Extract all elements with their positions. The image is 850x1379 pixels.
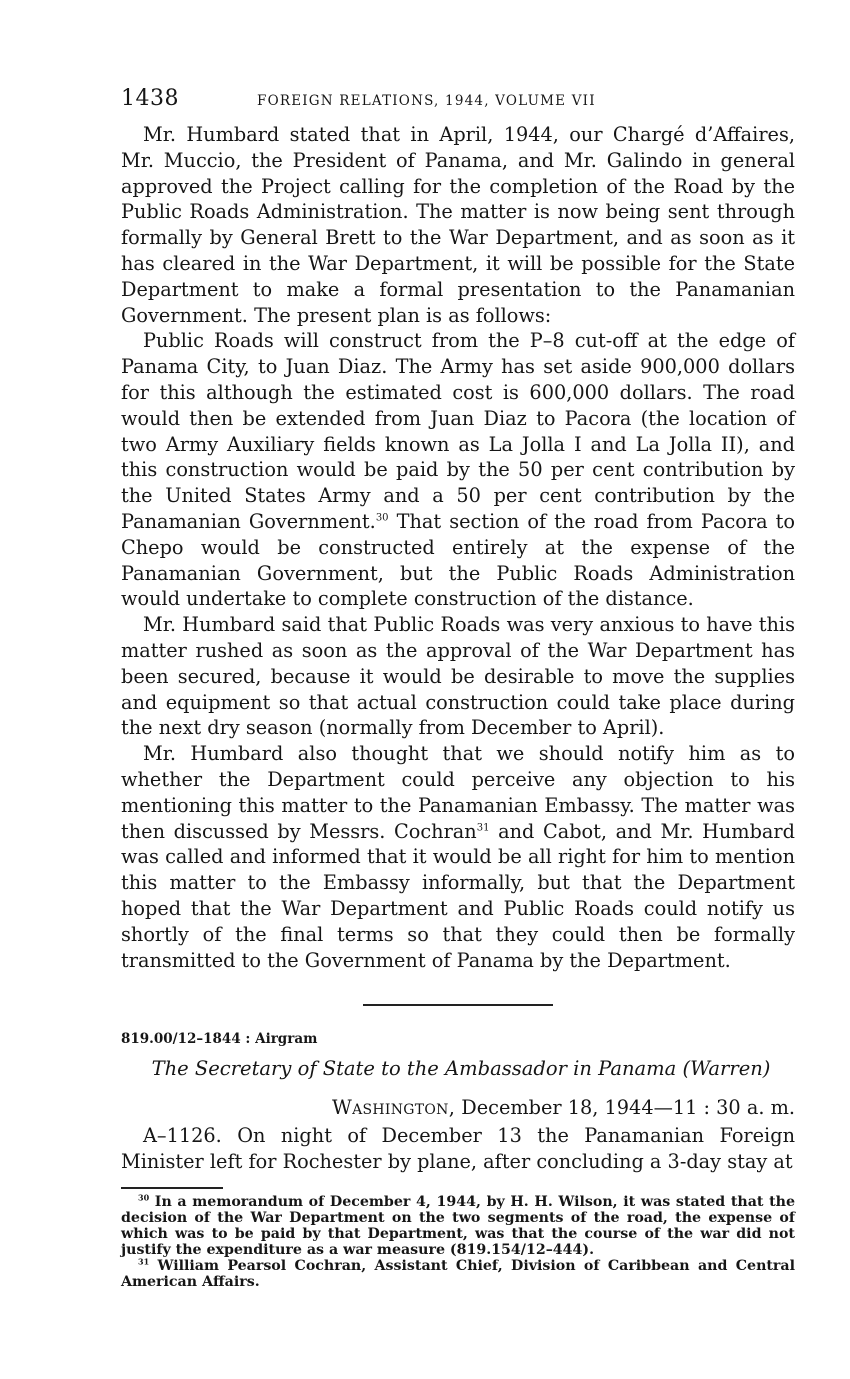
paragraph: Mr. Humbard said that Public Roads was very anxious to have this matter rushed as soon as the approval of the War Department has been secured, because it would be desirable to move the supplies and equipment so that actual construction could take place during the next dry season (normally from December to April). — [121, 613, 795, 740]
memorandum-body — [121, 122, 795, 973]
dateline-city: Washington, — [331, 1096, 456, 1120]
footnote-divider — [121, 1187, 223, 1189]
paragraph-text: and Cabot, and Mr. Humbard was called and informed that it would be all right for him to mention this matter to the Embassy informally, but that the Department hoped that the War Department and Public Roads could notify us shortly of the final terms so that they could then be formally transmitted to the Government of Panama by the Department. — [121, 819, 795, 972]
dateline-date: December 18, 1944—11 : 30 a. m. — [455, 1096, 795, 1120]
paragraph: Mr. Humbard stated that in April, 1944, our Chargé d’Affaires, Mr. Muccio, the President of Panama, and Mr. Galindo in general approved the Project calling for the completion of the Road by the Public Roads Administration. The matter is now being sent through formally by General Brett to the War Department, and as soon as it has cleared in the War Department, it will be possible for the State Department to make a formal presentation to the Panamanian Government. The present plan is as follows: — [121, 123, 795, 327]
file-reference: 819.00/12–1844 : Airgram — [121, 1031, 318, 1048]
paragraph-text: Mr. Humbard also thought that we should notify him as to whether the Department could perceive any objection to his mentioning this matter to the Panamanian Embassy. The matter was then discussed by Messrs. Cochran — [121, 742, 795, 843]
section-divider — [363, 1004, 553, 1006]
paragraph: A–1126. On night of December 13 the Panamanian Foreign Minister left for Rochester by plane, after concluding a 3-day stay at — [121, 1124, 795, 1174]
footnote-text: In a memorandum of December 4, 1944, by H. H. Wilson, it was stated that the decision of the War Department on the two segments of the road, the expense of which was to be paid by that Department, was that the course of the war did not justify the expenditure as a war measure (819.154/12–444). — [121, 1193, 795, 1258]
footnote-number: 31 — [138, 1256, 150, 1267]
document-page — [121, 86, 795, 1290]
paragraph — [121, 741, 795, 973]
running-title: FOREIGN RELATIONS, 1944, VOLUME VII — [257, 93, 596, 109]
paragraph-text: Public Roads will construct from the P–8 cut-off at the edge of Panama City, to Juan Diaz. The Army has set aside 900,000 dollars for this although the estimated cost is 600,000 dollars. The road would then be extended from Juan Diaz to Pacora (the location of two Army Auxiliary fields known as La Jolla I and La Jolla II), and this construction would be paid by the 50 per cent contribution by the United States Army and a 50 per cent contribution by the Panamanian Government. — [121, 329, 795, 533]
footnote-reference: 30 — [375, 512, 389, 524]
dateline — [121, 1096, 795, 1119]
running-header — [121, 86, 795, 112]
airgram-body — [121, 1123, 795, 1175]
document-title-name: Warren — [690, 1057, 763, 1081]
footnote — [121, 1194, 795, 1258]
footnote — [121, 1258, 795, 1290]
footnote-reference: 31 — [476, 822, 490, 834]
footnotes — [121, 1194, 795, 1290]
paragraph — [121, 328, 795, 612]
document-title-text: The Secretary of State to the Ambassador in Panama — [151, 1057, 677, 1081]
footnote-text: William Pearsol Cochran, Assistant Chief, Division of Caribbean and Central American Affairs. — [121, 1257, 795, 1290]
footnote-number: 30 — [138, 1192, 150, 1203]
paragraph-text: That section of the road from Pacora to Chepo would be constructed entirely at the expense of the Panamanian Government, but the Public Roads Administration would undertake to complete construction of the distance. — [121, 509, 796, 611]
document-title: The Secretary of State to the Ambassador in Panama (Warren) — [151, 1057, 771, 1081]
page-number: 1438 — [121, 86, 179, 111]
